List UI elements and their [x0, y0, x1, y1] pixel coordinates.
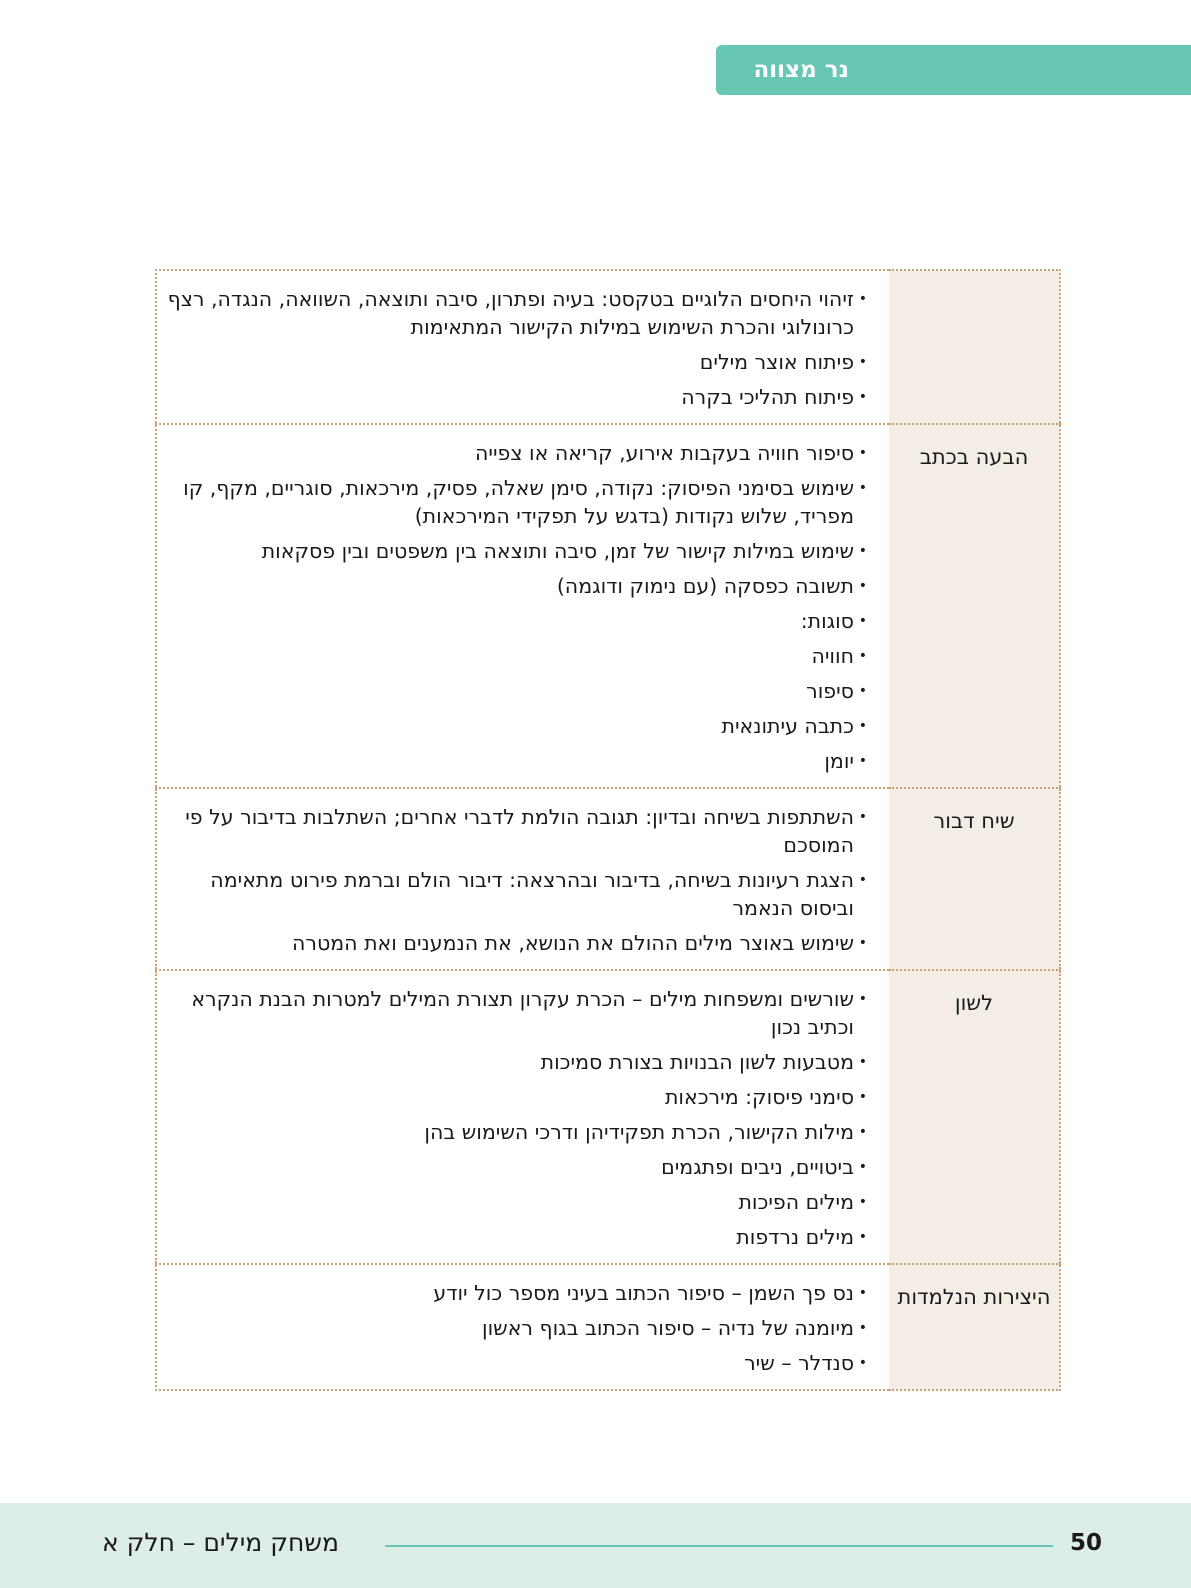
chapter-tab-label: נר מצווה	[753, 57, 849, 83]
list-item: • פיתוח תהליכי בקרה	[165, 383, 865, 411]
topic-cell: שיח דבור	[889, 788, 1060, 970]
table-row	[156, 270, 1060, 424]
list-item: • מילים נרדפות	[165, 1223, 865, 1251]
footer-divider-line	[385, 1545, 1053, 1547]
list-item: • מילים הפיכות	[165, 1188, 865, 1216]
list-item: • תשובה כפסקה (עם נימוק ודוגמה)	[165, 572, 865, 600]
content-cell	[156, 788, 889, 970]
list-item: • סיפור חוויה בעקבות אירוע, קריאה או צפייה	[165, 439, 865, 467]
list-item: • ביטויים, ניבים ופתגמים	[165, 1153, 865, 1181]
list-item: • מיומנה של נדיה – סיפור הכתוב בגוף ראשון	[165, 1314, 865, 1342]
list-item: • סוגות:	[165, 607, 865, 635]
list-item: • מילות הקישור, הכרת תפקידיהן ודרכי השימוש בהן	[165, 1118, 865, 1146]
list-item: • זיהוי היחסים הלוגיים בטקסט: בעיה ופתרון, סיבה ותוצאה, השוואה, הנגדה, רצף כרונולוגי והכרת השימוש במילות הקישור המתאימות	[165, 285, 865, 341]
content-cell	[156, 1264, 889, 1390]
bullet-list	[165, 1279, 865, 1377]
bullet-list	[165, 985, 865, 1251]
bullet-list	[165, 285, 865, 411]
list-item: • נס פך השמן – סיפור הכתוב בעיני מספר כול יודע	[165, 1279, 865, 1307]
topic-cell: לשון	[889, 970, 1060, 1264]
table-row	[156, 788, 1060, 970]
content-cell	[156, 424, 889, 788]
list-item: • הצגת רעיונות בשיחה, בדיבור ובהרצאה: דיבור הולם וברמת פירוט מתאימה וביסוס הנאמר	[165, 866, 865, 922]
list-item: • חוויה	[165, 642, 865, 670]
list-item: • השתתפות בשיחה ובדיון: תגובה הולמת לדברי אחרים; השתלבות בדיבור על פי המוסכם	[165, 803, 865, 859]
list-item: • סנדלר – שיר	[165, 1349, 865, 1377]
list-item: • סיפור	[165, 677, 865, 705]
list-item: • שורשים ומשפחות מילים – הכרת עקרון תצורת המילים למטרות הבנת הנקרא וכתיב נכון	[165, 985, 865, 1041]
list-item: • שימוש בסימני הפיסוק: נקודה, סימן שאלה, פסיק, מירכאות, סוגריים, מקף, קו מפריד, שלוש נקודות (בדגש על תפקידי המירכאות)	[165, 474, 865, 530]
list-item: • פיתוח אוצר מילים	[165, 348, 865, 376]
list-item: • שימוש במילות קישור של זמן, סיבה ותוצאה בין משפטים ובין פסקאות	[165, 537, 865, 565]
bullet-list	[165, 803, 865, 957]
topic-cell	[889, 270, 1060, 424]
content-cell	[156, 270, 889, 424]
list-item: • כתבה עיתונאית	[165, 712, 865, 740]
content-cell	[156, 970, 889, 1264]
chapter-tab	[716, 45, 1191, 95]
table-row	[156, 424, 1060, 788]
table-row	[156, 1264, 1060, 1390]
list-item: • יומן	[165, 747, 865, 775]
list-item: • סימני פיסוק: מירכאות	[165, 1083, 865, 1111]
topic-cell: היצירות הנלמדות	[889, 1264, 1060, 1390]
list-item: • שימוש באוצר מילים ההולם את הנושא, את הנמענים ואת המטרה	[165, 929, 865, 957]
topic-cell: הבעה בכתב	[889, 424, 1060, 788]
table-row	[156, 970, 1060, 1264]
list-item: • מטבעות לשון הבנויות בצורת סמיכות	[165, 1048, 865, 1076]
book-title: משחק מילים – חלק א	[102, 1528, 339, 1557]
bullet-list	[165, 439, 865, 775]
curriculum-table	[155, 269, 1061, 1391]
page-number: 50	[1070, 1530, 1103, 1556]
